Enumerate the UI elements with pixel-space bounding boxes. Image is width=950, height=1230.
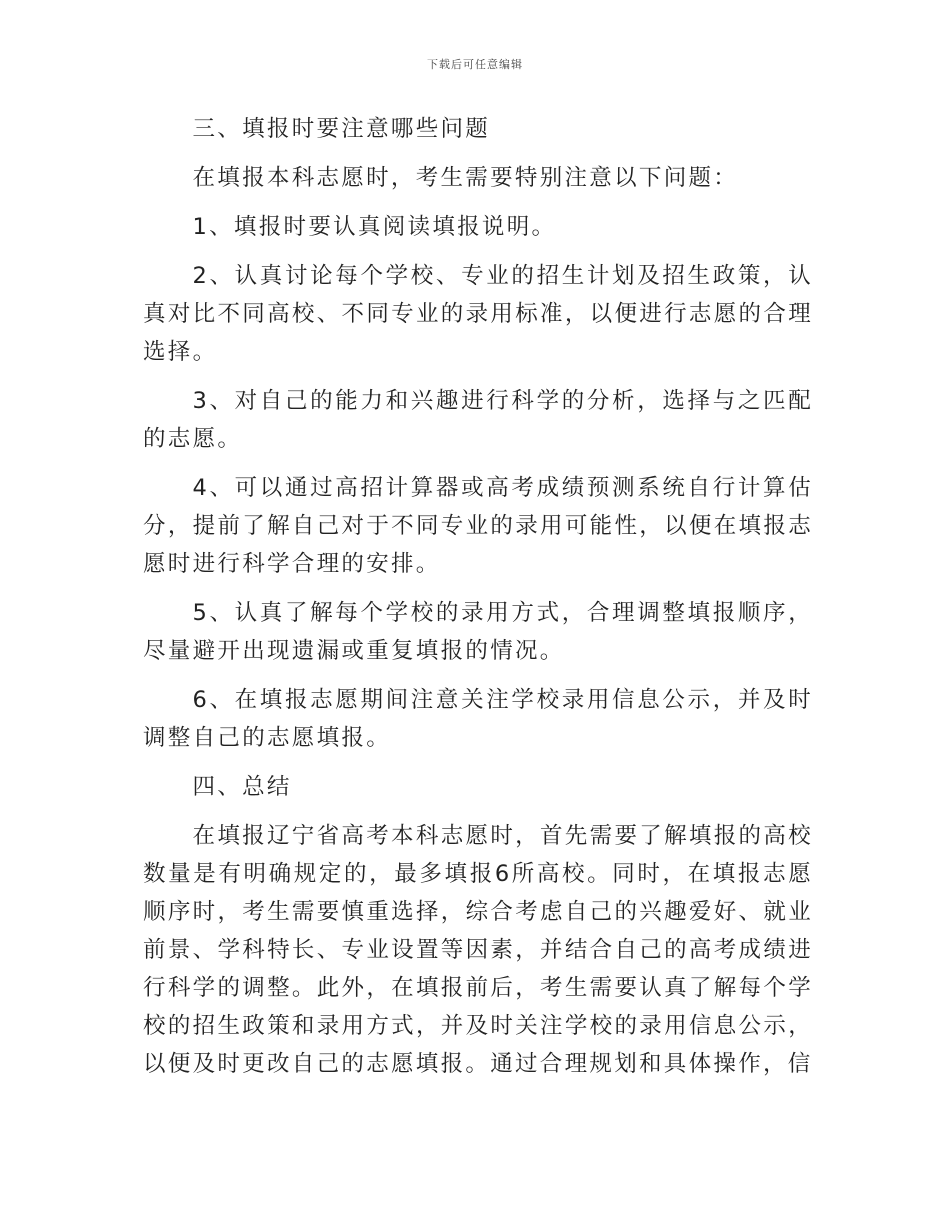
- section-heading-4: 四、总结: [192, 774, 292, 800]
- section-intro: 在填报本科志愿时，考生需要特别注意以下问题：: [192, 165, 739, 191]
- header-note: 下载后可任意编辑: [427, 58, 523, 71]
- list-item-2: 2、认真讨论每个学校、专业的招生计划及招生政策，认真对比不同高校、不同专业的录用标准，以便进行志愿的合理选择。: [143, 263, 813, 365]
- document-body: [143, 110, 813, 1094]
- list-item-3: 3、对自己的能力和兴趣进行科学的分析，选择与之匹配的志愿。: [143, 388, 813, 452]
- list-item-1: 1、填报时要认真阅读填报说明。: [192, 214, 557, 240]
- section-heading-3: 三、填报时要注意哪些问题: [192, 116, 491, 142]
- list-item-5: 5、认真了解每个学校的录用方式，合理调整填报顺序，尽量避开出现遗漏或重复填报的情况。: [143, 600, 813, 664]
- summary-paragraph: 在填报辽宁省高考本科志愿时，首先需要了解填报的高校数量是有明确规定的，最多填报6所高校。同时，在填报志愿顺序时，考生需要慎重选择，综合考虑自己的兴趣爱好、就业前景、学科特长、专业设置等因素，并结合自己的高考成绩进行科学的调整。此外，在填报前后，考生需要认真了解每个学校的招生政策和录用方式，并及时关注学校的录用信息公示，以便及时更改自己的志愿填报。通过合理规划和具体操作，信: [143, 823, 813, 1077]
- list-item-4: 4、可以通过高招计算器或高考成绩预测系统自行计算估分，提前了解自己对于不同专业的录用可能性，以便在填报志愿时进行科学合理的安排。: [143, 475, 813, 577]
- list-item-6: 6、在填报志愿期间注意关注学校录用信息公示，并及时调整自己的志愿填报。: [143, 687, 813, 751]
